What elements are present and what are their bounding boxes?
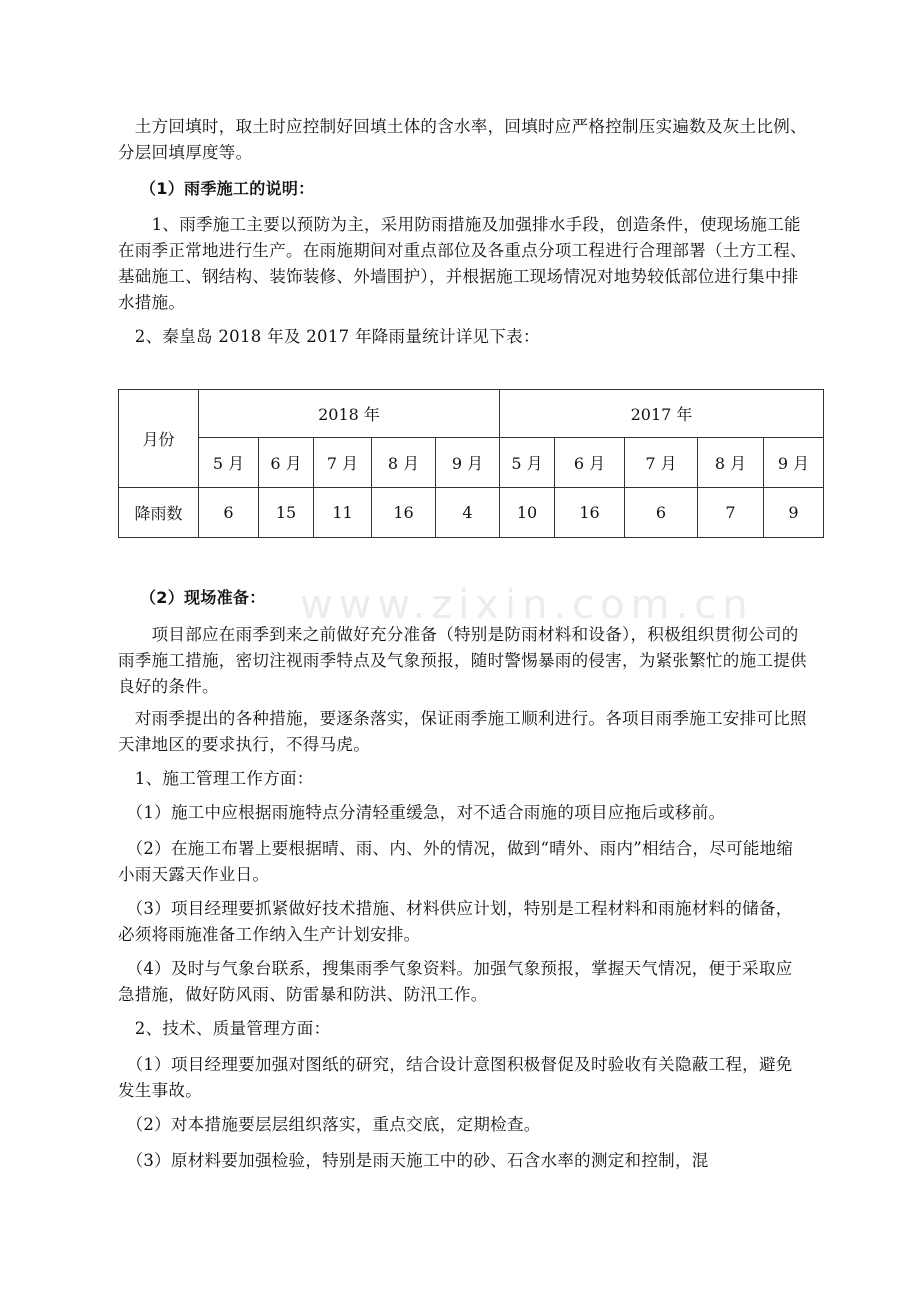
rain-days-value: 6 xyxy=(199,488,259,538)
rain-days-value: 16 xyxy=(555,488,625,538)
heading-technical-quality: 2、技术、质量管理方面： xyxy=(118,1019,331,1038)
heading-construction-management: 1、施工管理工作方面： xyxy=(118,769,314,788)
month-header-cell: 月份 xyxy=(119,390,199,488)
rain-days-value: 7 xyxy=(698,488,764,538)
paragraph-tech-item-3: （3）原材料要加强检验，特别是雨天施工中的砂、石含水率的测定和控制，混 xyxy=(118,1151,709,1170)
paragraph-measures: 对雨季提出的各种措施，要逐条落实，保证雨季施工顺利进行。各项目雨季施工安排可比照天津地区的要求执行，不得马虎。 xyxy=(118,709,807,754)
month-cell: 9 月 xyxy=(436,438,500,488)
month-cell: 6 月 xyxy=(259,438,314,488)
rain-days-label: 降雨数 xyxy=(119,488,199,538)
rain-days-value: 4 xyxy=(436,488,500,538)
year-2017-header: 2017 年 xyxy=(500,390,824,438)
paragraph-item-4: （4）及时与气象台联系，搜集雨季气象资料。加强气象预报，掌握天气情况，便于采取应急措施，做好防风雨、防雷暴和防洪、防汛工作。 xyxy=(118,959,793,1004)
month-cell: 5 月 xyxy=(500,438,555,488)
heading-rainy-season-notes: （1）雨季施工的说明： xyxy=(140,179,315,198)
paragraph-site-preparation: 项目部应在雨季到来之前做好充分准备（特别是防雨材料和设备），积极组织贯彻公司的雨季施工措施，密切注视雨季特点及气象预报，随时警惕暴雨的侵害，为紧张繁忙的施工提供良好的条件。 xyxy=(118,625,807,696)
month-cell: 8 月 xyxy=(372,438,436,488)
year-2018-header: 2018 年 xyxy=(199,390,500,438)
rain-days-value: 11 xyxy=(314,488,372,538)
rain-days-value: 16 xyxy=(372,488,436,538)
heading-site-preparation: （2）现场准备： xyxy=(140,588,266,607)
month-cell: 6 月 xyxy=(555,438,625,488)
paragraph-tech-item-2: （2）对本措施要层层组织落实，重点交底，定期检查。 xyxy=(118,1115,541,1134)
paragraph-rainy-season-intro: 1、雨季施工主要以预防为主，采用防雨措施及加强排水手段，创造条件，使现场施工能在雨季正常地进行生产。在雨施期间对重点部位及各重点分项工程进行合理部署（土方工程、基础施工、钢结构、装饰装修、外墙围护），并根据施工现场情况对地势较低部位进行集中排水措施。 xyxy=(118,215,807,312)
month-cell: 7 月 xyxy=(625,438,698,488)
rain-days-value: 10 xyxy=(500,488,555,538)
paragraph-item-2: （2）在施工布署上要根据晴、雨、内、外的情况，做到“晴外、雨内”相结合，尽可能地缩小雨天露天作业日。 xyxy=(118,839,794,884)
rain-days-value: 15 xyxy=(259,488,314,538)
rainfall-table xyxy=(118,389,824,538)
paragraph-backfill: 土方回填时，取土时应控制好回填土体的含水率，回填时应严格控制压实遍数及灰土比例、分层回填厚度等。 xyxy=(118,117,807,162)
paragraph-rainfall-table-intro: 2、秦皇岛 2018 年及 2017 年降雨量统计详见下表： xyxy=(118,327,540,346)
rain-days-value: 6 xyxy=(625,488,698,538)
month-cell: 8 月 xyxy=(698,438,764,488)
month-cell: 5 月 xyxy=(199,438,259,488)
paragraph-tech-item-1: （1）项目经理要加强对图纸的研究，结合设计意图积极督促及时验收有关隐蔽工程，避免发生事故。 xyxy=(118,1055,793,1100)
watermark: www.zixin.com.cn xyxy=(300,582,754,628)
month-cell: 7 月 xyxy=(314,438,372,488)
paragraph-item-1: （1）施工中应根据雨施特点分清轻重缓急，对不适合雨施的项目应拖后或移前。 xyxy=(118,803,726,822)
paragraph-item-3: （3）项目经理要抓紧做好技术措施、材料供应计划，特别是工程材料和雨施材料的储备，必须将雨施准备工作纳入生产计划安排。 xyxy=(118,899,793,944)
month-cell: 9 月 xyxy=(764,438,824,488)
rain-days-value: 9 xyxy=(764,488,824,538)
